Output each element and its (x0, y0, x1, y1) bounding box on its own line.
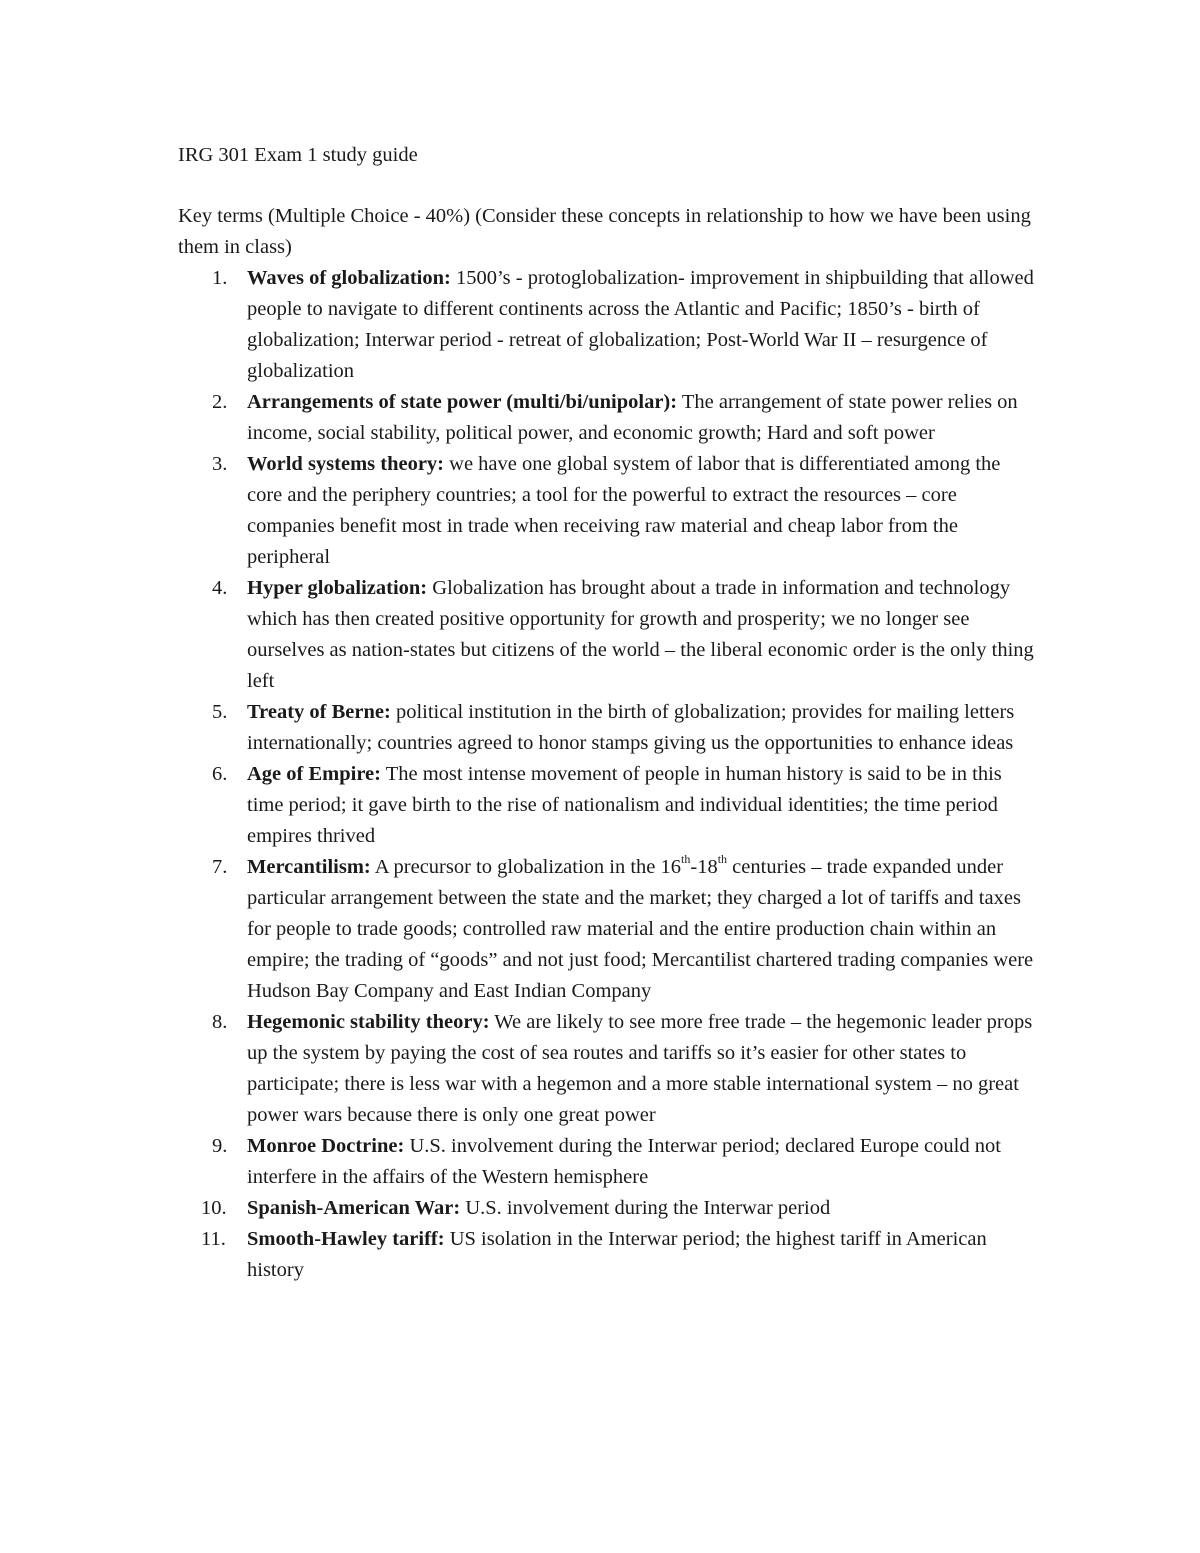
term-label: Hegemonic stability theory: (247, 1011, 490, 1033)
list-item (178, 1224, 1038, 1286)
term-definition: we have one global system of labor that is differentiated among the core and the periphery countries; a tool for the powerful to extract the resources – core companies benefit most in trade when receiving raw material and cheap labor from the peripheral (247, 453, 1001, 568)
term-definition: US isolation in the Interwar period; the highest tariff in American history (247, 1228, 987, 1281)
item-number: 5. (212, 701, 228, 723)
term-definition: U.S. involvement during the Interwar period (460, 1197, 831, 1219)
term-label: Mercantilism: (247, 856, 371, 878)
list-item (178, 1007, 1038, 1131)
term-definition: political institution in the birth of globalization; provides for mailing letters internationally; countries agreed to honor stamps giving us the opportunities to enhance ideas (247, 701, 1015, 754)
term-label: Age of Empire: (247, 763, 381, 785)
item-number: 4. (212, 577, 228, 599)
term-label: Treaty of Berne: (247, 701, 391, 723)
term-label: Monroe Doctrine: (247, 1135, 405, 1157)
term-label: Smooth-Hawley tariff: (247, 1228, 445, 1250)
item-number: 6. (212, 763, 228, 785)
document-title: IRG 301 Exam 1 study guide (178, 144, 418, 166)
term-label: Spanish-American War: (247, 1197, 461, 1219)
item-number: 3. (212, 453, 228, 475)
item-number: 7. (212, 856, 228, 878)
list-item (178, 1193, 1038, 1224)
term-definition: Globalization has brought about a trade in information and technology which has then created positive opportunity for growth and prosperity; we no longer see ourselves as nation-states but citizens of the world – the liberal economic order is the only thing left (247, 577, 1034, 692)
term-label: Waves of globalization: (247, 267, 451, 289)
term-definition: 1500’s - protoglobalization- improvement in shipbuilding that allowed people to navigate to different continents across the Atlantic and Pacific; 1850’s - birth of globalization; Interwar period - retreat of globalization; Post-World War II – resurgence of globalization (247, 267, 1034, 382)
item-number: 10. (201, 1197, 227, 1219)
term-definition: U.S. involvement during the Interwar period; declared Europe could not interfere in the affairs of the Western hemisphere (247, 1135, 1001, 1188)
term-label: World systems theory: (247, 453, 445, 475)
term-definition-part: A precursor to globalization in the 16 (370, 856, 682, 878)
item-number: 9. (212, 1135, 228, 1157)
term-label: Arrangements of state power (multi/bi/unipolar): (247, 391, 678, 413)
term-definition: We are likely to see more free trade – the hegemonic leader props up the system by paying the cost of sea routes and tariffs so it’s easier for other states to participate; there is less war with a hegemon and a more stable international system – no great power wars because there is only one great power (247, 1011, 1033, 1126)
list-item (178, 263, 1038, 387)
term-definition-part: -18 (690, 856, 718, 878)
list-item (178, 852, 1038, 1007)
list-item (178, 449, 1038, 573)
term-definition: The most intense movement of people in human history is said to be in this time period; it gave birth to the rise of nationalism and individual identities; the time period empires thrived (247, 763, 1002, 847)
list-item (178, 1131, 1038, 1193)
key-terms-list (178, 263, 1038, 1286)
key-terms-intro: Key terms (Multiple Choice - 40%) (Consider these concepts in relationship to how we have been using them in class) (178, 205, 1031, 258)
list-item (178, 387, 1038, 449)
item-number: 2. (212, 391, 228, 413)
list-item (178, 759, 1038, 852)
list-item (178, 573, 1038, 697)
item-number: 8. (212, 1011, 228, 1033)
list-item (178, 697, 1038, 759)
document-page (178, 140, 1038, 1286)
term-definition: The arrangement of state power relies on income, social stability, political power, and economic growth; Hard and soft power (247, 391, 1018, 444)
ordinal-superscript: th (681, 852, 691, 867)
ordinal-superscript: th (717, 852, 728, 867)
item-number: 1. (212, 267, 228, 289)
term-label: Hyper globalization: (247, 577, 428, 599)
item-number: 11. (201, 1228, 226, 1250)
term-definition-part: centuries – trade expanded under particular arrangement between the state and the market; they charged a lot of tariffs and taxes for people to trade goods; controlled raw material and the entire production chain within an empire; the trading of “goods” and not just food; Mercantilist chartered trading companies were Hudson Bay Company and East Indian Company (247, 856, 1034, 1002)
